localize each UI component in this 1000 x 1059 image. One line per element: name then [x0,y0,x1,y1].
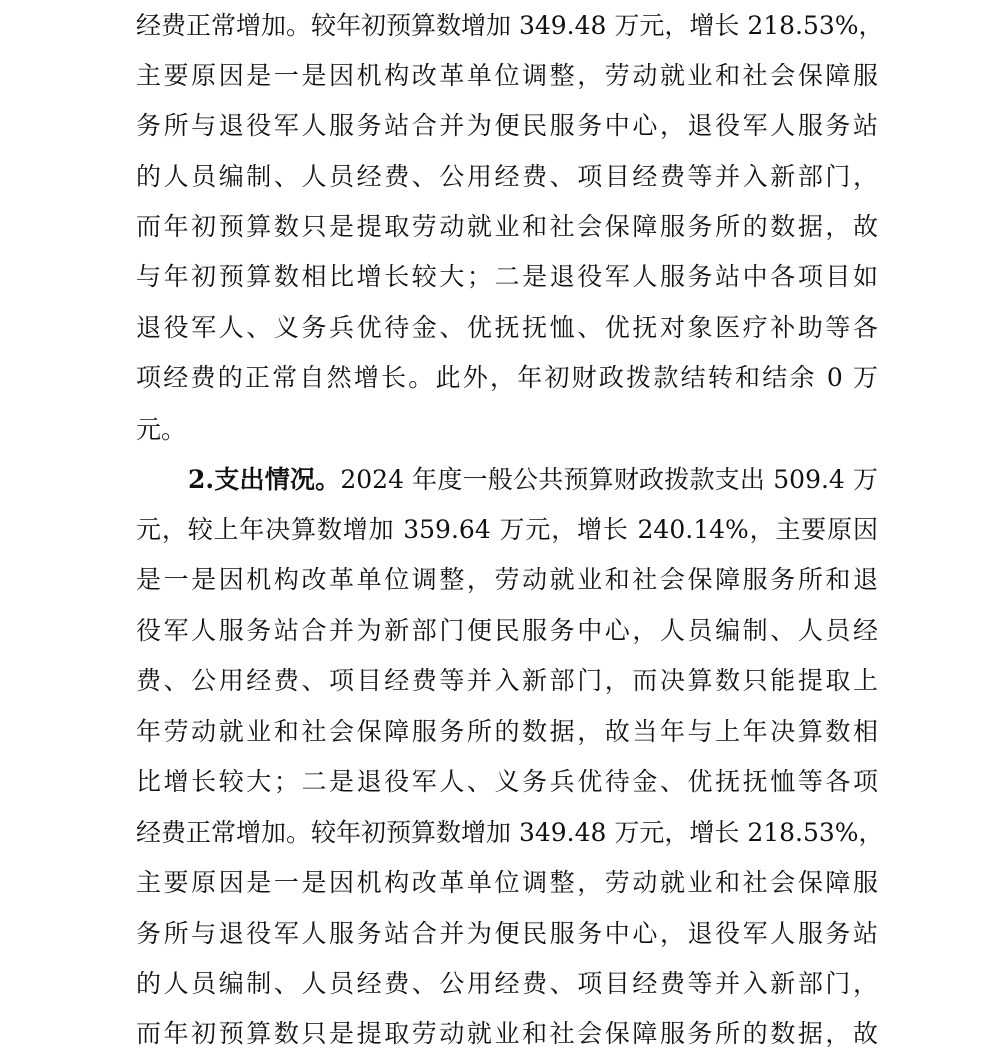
text-line: 是一是因机构改革单位调整，劳动就业和社会保障服务所和退 [136,565,878,594]
text-line: 项经费的正常自然增长。此外，年初财政拨款结转和结余 0 万 [136,363,878,392]
text-line: 的人员编制、人员经费、公用经费、项目经费等并入新部门， [136,969,878,998]
text-line: 经费正常增加。较年初预算数增加 349.48 万元，增长 218.53%， [136,11,884,40]
text-line: 退役军人、义务兵优待金、优抚抚恤、优抚对象医疗补助等各 [136,313,878,342]
text-line: 务所与退役军人服务站合并为便民服务中心，退役军人服务站 [136,111,878,140]
text-line: 主要原因是一是因机构改革单位调整，劳动就业和社会保障服 [136,61,878,90]
text-line: 元，较上年决算数增加 359.64 万元，增长 240.14%，主要原因 [136,515,878,544]
text-line: 的人员编制、人员经费、公用经费、项目经费等并入新部门， [136,162,878,191]
text-line: 经费正常增加。较年初预算数增加 349.48 万元，增长 218.53%， [136,818,884,847]
text-line: 与年初预算数相比增长较大；二是退役军人服务站中各项目如 [136,262,878,291]
text-segment: 2024 年度一般公共预算财政拨款支出 509.4 万 [340,465,878,494]
text-line: 年劳动就业和社会保障服务所的数据，故当年与上年决算数相 [136,717,878,746]
text-line: 役军人服务站合并为新部门便民服务中心，人员编制、人员经 [136,616,878,645]
section-heading: 2.支出情况。 [188,465,341,494]
text-line: 元。 [136,415,187,444]
text-line: 主要原因是一是因机构改革单位调整，劳动就业和社会保障服 [136,868,878,897]
paragraph-first-line [188,455,878,505]
text-line: 而年初预算数只是提取劳动就业和社会保障服务所的数据，故 [136,1019,878,1048]
text-line: 比增长较大；二是退役军人、义务兵优待金、优抚抚恤等各项 [136,767,878,796]
text-line: 费、公用经费、项目经费等并入新部门，而决算数只能提取上 [136,666,878,695]
text-line: 而年初预算数只是提取劳动就业和社会保障服务所的数据，故 [136,212,878,241]
text-line: 务所与退役军人服务站合并为便民服务中心，退役军人服务站 [136,919,878,948]
